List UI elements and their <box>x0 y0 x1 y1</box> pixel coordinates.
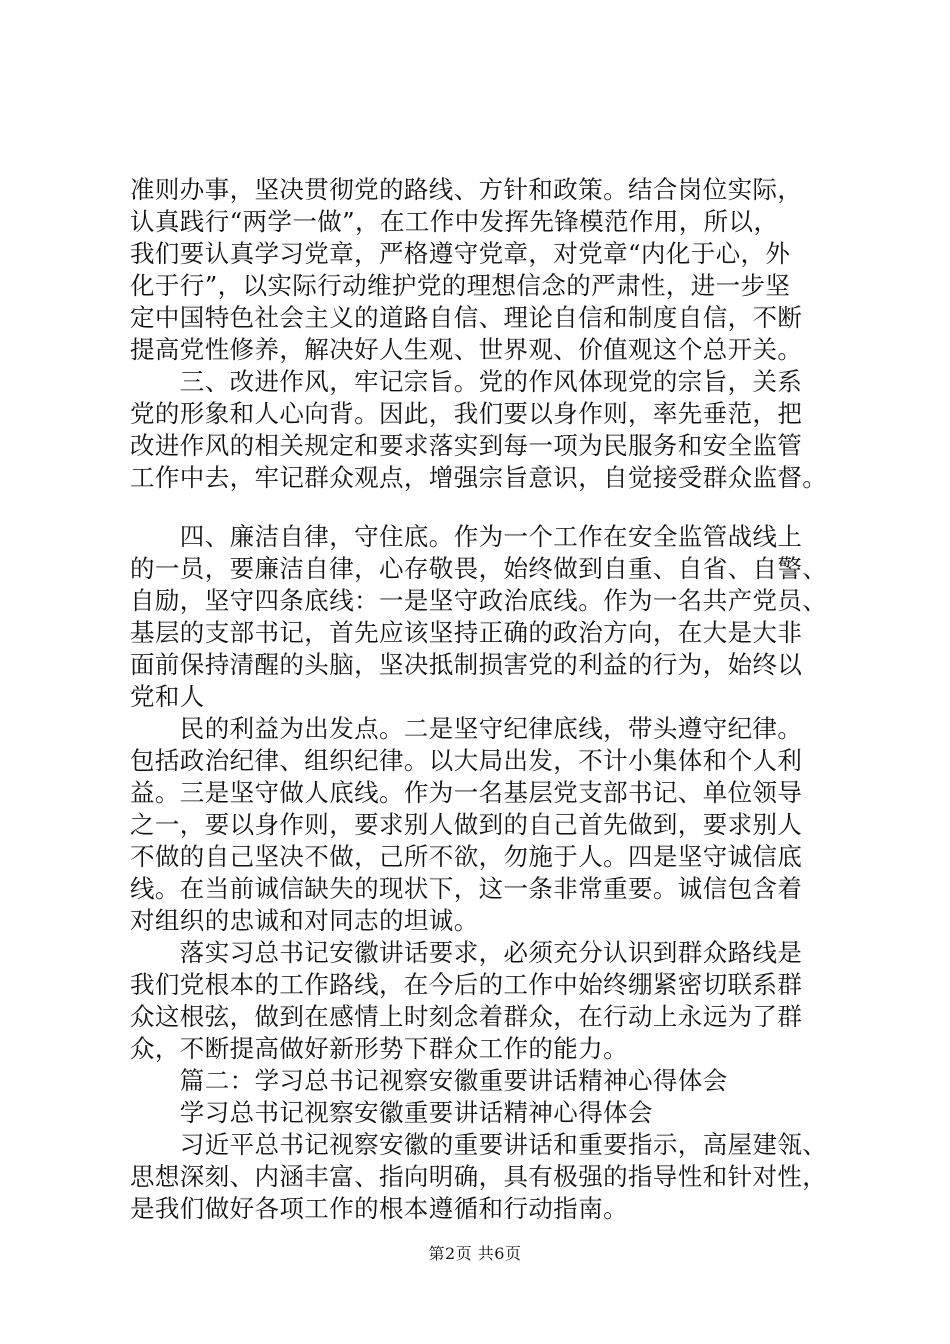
page-footer: 第2页 共6页 <box>428 1244 522 1263</box>
text-line: 线。在当前诚信缺失的现状下，这一条非常重要。诚信包含着 <box>130 874 803 903</box>
text-line: 自励，坚守四条底线：一是坚守政治底线。作为一名共产党员、 <box>130 586 828 615</box>
text-line: 基层的支部书记，首先应该坚持正确的政治方向，在大是大非 <box>130 618 803 647</box>
text-line: 是我们做好各项工作的根本遵循和行动指南。 <box>130 1194 628 1223</box>
section-heading-line: 四、廉洁自律，守住底。作为一个工作在安全监管战线上 <box>130 522 803 551</box>
text-line: 思想深刻、内涵丰富、指向明确，具有极强的指导性和针对性， <box>130 1162 828 1191</box>
text-line: 民的利益为出发点。二是坚守纪律底线，带头遵守纪律。 <box>130 714 803 743</box>
text-line: 认真践行“两学一做”，在工作中发挥先锋模范作用，所以， <box>130 207 779 236</box>
text-line: 习近平总书记视察安徽的重要讲话和重要指示，高屋建瓴、 <box>130 1130 828 1159</box>
text-line: 的一员，要廉洁自律，心存敬畏，始终做到自重、自省、自警、 <box>130 554 828 583</box>
paragraph-gap <box>130 494 850 521</box>
text-line: 落实习总书记安徽讲话要求，必须充分认识到群众路线是 <box>130 938 803 967</box>
text-line: 不做的自己坚决不做，己所不欲，勿施于人。四是坚守诚信底 <box>130 842 803 871</box>
chapter-title-line: 篇二：学习总书记视察安徽重要讲话精神心得体会 <box>130 1066 728 1095</box>
text-line: 化于行”，以实际行动维护党的理想信念的严肃性，进一步坚 <box>130 271 791 300</box>
text-line: 我们党根本的工作路线，在今后的工作中始终绷紧密切联系群 <box>130 970 803 999</box>
text-line: 众，不断提高做好新形势下群众工作的能力。 <box>130 1034 628 1063</box>
text-line: 面前保持清醒的头脑，坚决抵制损害党的利益的行为，始终以 <box>130 650 803 679</box>
text-line: 工作中去，牢记群众观点，增强宗旨意识，自觉接受群众监督。 <box>130 463 828 492</box>
article-title-line: 学习总书记视察安徽重要讲话精神心得体会 <box>130 1098 653 1127</box>
text-line: 准则办事，坚决贯彻党的路线、方针和政策。结合岗位实际， <box>130 175 803 204</box>
text-line: 党和人 <box>130 682 205 711</box>
text-line: 我们要认真学习党章，严格遵守党章，对党章“内化于心，外 <box>130 239 791 268</box>
text-line: 益。三是坚守做人底线。作为一名基层党支部书记、单位领导 <box>130 778 803 807</box>
text-line: 提高党性修养，解决好人生观、世界观、价值观这个总开关。 <box>130 335 803 364</box>
text-line: 定中国特色社会主义的道路自信、理论自信和制度自信，不断 <box>130 303 803 332</box>
text-line: 之一，要以身作则，要求别人做到的自己首先做到，要求别人 <box>130 810 803 839</box>
body-text <box>130 174 850 1225</box>
text-line: 对组织的忠诚和对同志的坦诚。 <box>130 906 479 935</box>
text-line: 党的形象和人心向背。因此，我们要以身作则，率先垂范，把 <box>130 399 803 428</box>
text-line: 众这根弦，做到在感情上时刻念着群众，在行动上永远为了群 <box>130 1002 803 1031</box>
text-line: 包括政治纪律、组织纪律。以大局出发，不计小集体和个人利 <box>130 746 803 775</box>
text-line: 改进作风的相关规定和要求落实到每一项为民服务和安全监管 <box>130 431 803 460</box>
section-heading-line: 三、改进作风，牢记宗旨。党的作风体现党的宗旨，关系 <box>130 367 803 396</box>
